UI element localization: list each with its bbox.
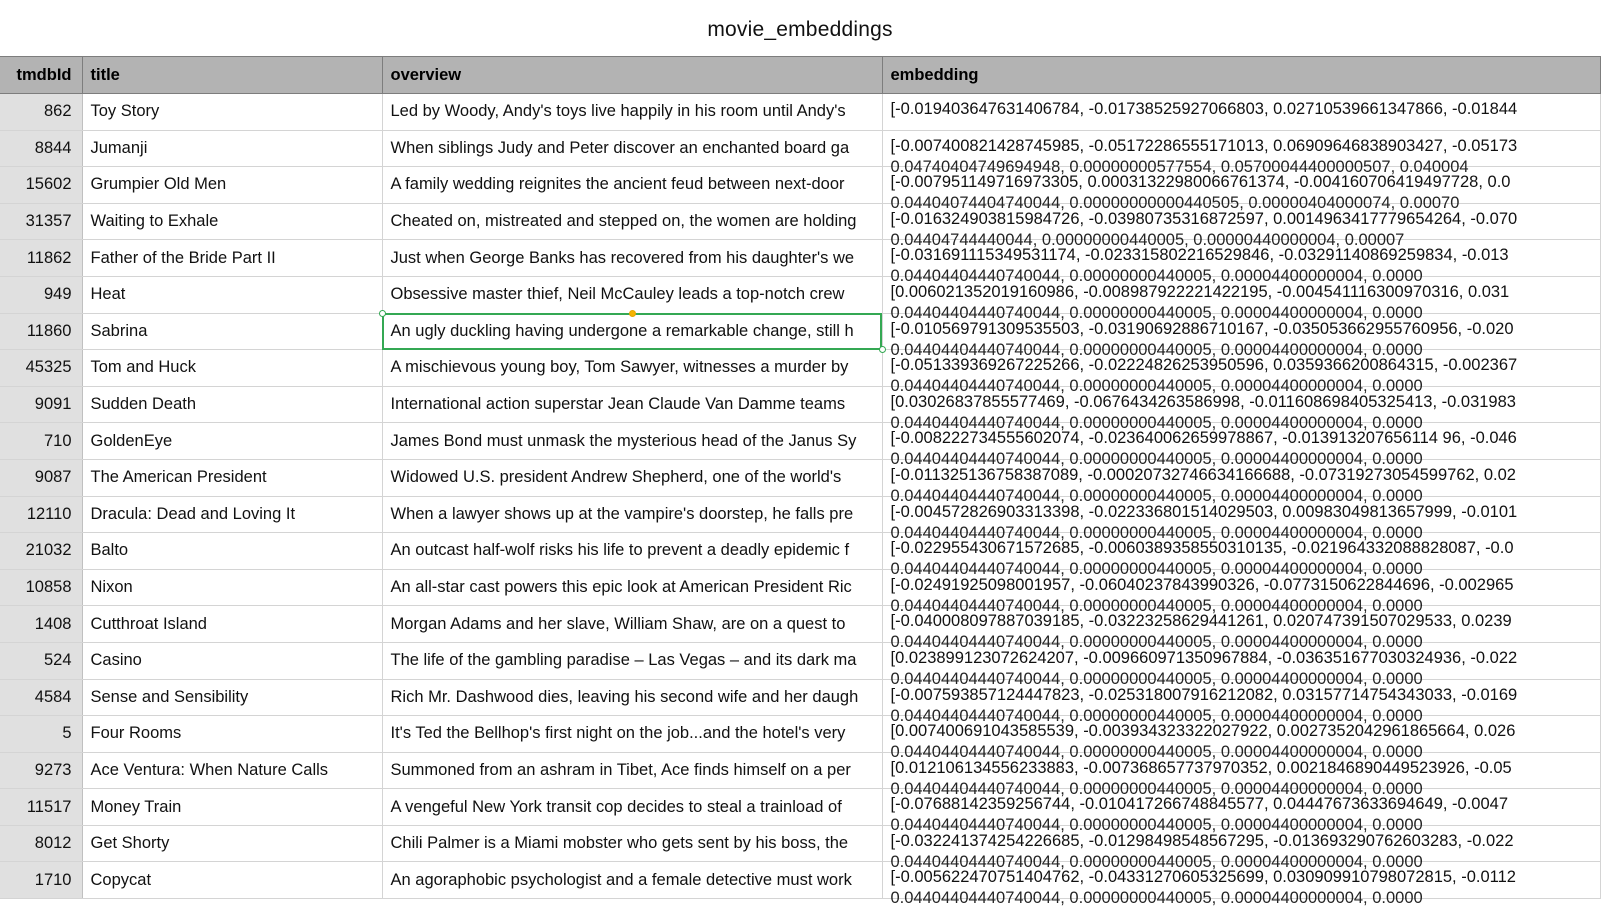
cell-title[interactable]: Sense and Sensibility: [82, 679, 382, 716]
cell-overview[interactable]: An agoraphobic psychologist and a female detective must work: [382, 862, 882, 899]
embedding-text-wrap: [891, 94, 1592, 130]
embedding-line-overflow: 0.04404404440740044, 0.00000000440005, 0.00004400000004, 0.0000: [890, 669, 1423, 688]
table-row[interactable]: [0, 496, 1600, 533]
column-header-title[interactable]: title: [82, 57, 382, 94]
column-header-embedding[interactable]: embedding: [882, 57, 1600, 94]
embedding-text-wrap: [890, 240, 1592, 286]
embedding-line-primary: [-0.010569791309535503, -0.03190692886710167, -0.035053662955760956, -0.020: [890, 319, 1514, 338]
embedding-text-wrap: [890, 423, 1592, 469]
cell-overview[interactable]: An ugly duckling having undergone a remarkable change, still h: [382, 313, 882, 350]
cell-embedding[interactable]: [882, 167, 1600, 213]
cell-embedding[interactable]: [882, 496, 1600, 542]
embedding-line-overflow: 0.04404404440740044, 0.00000000440005, 0.00004400000004, 0.0000: [890, 450, 1423, 469]
table-header: [0, 57, 1600, 94]
embedding-text-wrap: [890, 570, 1592, 615]
cell-title[interactable]: Cutthroat Island: [82, 606, 382, 643]
embedding-line-overflow: 0.04404404440740044, 0.00000000440005, 0.00004400000004, 0.0000: [890, 267, 1423, 286]
cell-embedding[interactable]: [882, 423, 1600, 469]
embedding-line-primary: [-0.022955430671572685, -0.0060389358550310135, -0.021964332088828087, -0.0: [890, 539, 1514, 558]
cell-embedding[interactable]: [882, 716, 1600, 762]
selection-handle-top-left[interactable]: [379, 310, 386, 317]
table-row[interactable]: [0, 313, 1600, 350]
embedding-text-wrap: [890, 826, 1592, 871]
table-row[interactable]: [0, 752, 1600, 789]
cell-tmdbid[interactable]: 11860: [0, 313, 82, 350]
cell-overview[interactable]: Rich Mr. Dashwood dies, leaving his second wife and her daugh: [382, 679, 882, 716]
cell-tmdbid[interactable]: 9087: [0, 459, 82, 496]
cell-overview[interactable]: Led by Woody, Andy's toys live happily in his room until Andy's: [382, 94, 882, 131]
cell-overview[interactable]: A mischievous young boy, Tom Sawyer, witnesses a murder by: [382, 350, 882, 387]
table-row[interactable]: [0, 240, 1600, 277]
cell-tmdbid[interactable]: 10858: [0, 569, 82, 606]
cell-tmdbid[interactable]: 862: [0, 94, 82, 131]
cell-overview[interactable]: Widowed U.S. president Andrew Shepherd, one of the world's: [382, 459, 882, 496]
cell-overview[interactable]: It's Ted the Bellhop's first night on the job...and the hotel's very: [382, 716, 882, 753]
table-row[interactable]: [0, 423, 1600, 460]
cell-title[interactable]: Waiting to Exhale: [82, 203, 382, 240]
table-row[interactable]: [0, 276, 1600, 313]
embedding-line-primary: [-0.007400821428745985, -0.05172286555171013, 0.06909646838903427, -0.05173: [890, 136, 1518, 155]
embedding-line-overflow: 0.04404404440740044, 0.00000000440005, 0.00004400000004, 0.0000: [890, 633, 1423, 652]
embedding-line-overflow: 0.04404404440740044, 0.00000000440005, 0.00004400000004, 0.0000: [890, 889, 1423, 907]
cell-embedding[interactable]: [882, 679, 1600, 725]
cell-overview[interactable]: A family wedding reignites the ancient feud between next-door: [382, 167, 882, 204]
embedding-line-primary: [-0.031691115349531174, -0.023315802216529846, -0.03291140869259834, -0.013: [890, 246, 1509, 265]
cell-overview[interactable]: James Bond must unmask the mysterious head of the Janus Sy: [382, 423, 882, 460]
cell-overview[interactable]: When siblings Judy and Peter discover an enchanted board ga: [382, 130, 882, 167]
column-header-tmdbid[interactable]: tmdbId: [0, 57, 82, 94]
cell-overview[interactable]: Cheated on, mistreated and stepped on, the women are holding: [382, 203, 882, 240]
embedding-line-overflow: 0.04404404440740044, 0.00000000440005, 0.00004400000004, 0.0000: [890, 340, 1423, 359]
cell-overview[interactable]: An all-star cast powers this epic look at American President Ric: [382, 569, 882, 606]
embedding-line-overflow: 0.04404404440740044, 0.00000000440005, 0.00004400000004, 0.0000: [890, 596, 1423, 615]
cell-tmdbid[interactable]: 4584: [0, 679, 82, 716]
cell-embedding[interactable]: [882, 350, 1600, 396]
embedding-text-wrap: [890, 497, 1592, 542]
table-row[interactable]: [0, 533, 1600, 570]
cell-tmdbid[interactable]: 21032: [0, 533, 82, 570]
cell-tmdbid[interactable]: 11517: [0, 789, 82, 826]
embedding-line-primary: [-0.032241374254226685, -0.01298498548567295, -0.013693290762603283, -0.022: [890, 831, 1514, 850]
cell-tmdbid[interactable]: 949: [0, 276, 82, 313]
embedding-text-wrap: [890, 789, 1592, 835]
cell-overview[interactable]: International action superstar Jean Claude Van Damme teams: [382, 386, 882, 423]
cell-title[interactable]: Copycat: [82, 862, 382, 899]
embedding-line-overflow: 0.04404404440740044, 0.00000000440005, 0.00004400000004, 0.0000: [890, 486, 1423, 505]
embedding-line-primary: [-0.02491925098001957, -0.06040237843990326, -0.0773150622844696, -0.002965: [890, 575, 1514, 594]
embedding-text-wrap: [890, 277, 1592, 322]
cell-overview[interactable]: A vengeful New York transit cop decides to steal a trainload of: [382, 789, 882, 826]
table-row[interactable]: [0, 350, 1600, 387]
embedding-text-wrap: [890, 387, 1592, 432]
cell-overview[interactable]: The life of the gambling paradise – Las Vegas – and its dark ma: [382, 642, 882, 679]
cell-title[interactable]: The American President: [82, 459, 382, 496]
cell-tmdbid[interactable]: 9273: [0, 752, 82, 789]
selection-handle-bottom-right[interactable]: [879, 346, 886, 353]
table-row[interactable]: [0, 203, 1600, 240]
table-row[interactable]: [0, 862, 1600, 899]
embedding-line-primary: [-0.007593857124447823, -0.025318007916212082, 0.03157714754343033, -0.0169: [890, 685, 1518, 704]
embedding-line-primary: [-0.005622470751404762, -0.04331270605325699, 0.030909910798072815, -0.0112: [890, 868, 1516, 887]
cell-title[interactable]: Father of the Bride Part II: [82, 240, 382, 277]
embedding-line-overflow: 0.04404404440740044, 0.00000000440005, 0.00004400000004, 0.0000: [890, 303, 1423, 322]
cell-tmdbid[interactable]: 524: [0, 642, 82, 679]
cell-embedding[interactable]: [882, 276, 1600, 322]
cell-overview[interactable]: Chili Palmer is a Miami mobster who gets sent by his boss, the: [382, 825, 882, 862]
cell-tmdbid[interactable]: 11862: [0, 240, 82, 277]
cell-embedding[interactable]: [882, 642, 1600, 688]
embedding-line-overflow: 0.04404404440740044, 0.00000000440005, 0.00004400000004, 0.0000: [890, 779, 1423, 798]
table-body: [0, 94, 1600, 907]
embedding-line-overflow: 0.04404074404740044, 0.00000000000440505, 0.00000404000074, 0.00070: [890, 194, 1460, 213]
cell-embedding[interactable]: [882, 752, 1600, 798]
embedding-text-wrap: [890, 606, 1592, 652]
cell-embedding[interactable]: [882, 606, 1600, 652]
cell-embedding[interactable]: [882, 386, 1600, 432]
cell-title[interactable]: Toy Story: [82, 94, 382, 131]
embedding-text-wrap: [890, 643, 1592, 688]
cell-title[interactable]: Balto: [82, 533, 382, 570]
cell-embedding[interactable]: [882, 862, 1600, 907]
cell-embedding[interactable]: [882, 459, 1600, 505]
table-row[interactable]: [0, 569, 1600, 606]
embedding-line-primary: [0.023899123072624207, -0.009660971350967884, -0.036351677030324936, -0.022: [890, 648, 1518, 667]
embedding-text-wrap: [890, 716, 1592, 762]
embedding-line-primary: [-0.019403647631406784, -0.01738525927066803, 0.02710539661347866, -0.01844: [890, 100, 1518, 118]
table-row[interactable]: [0, 130, 1600, 167]
cell-embedding[interactable]: [882, 94, 1600, 131]
cell-title[interactable]: Nixon: [82, 569, 382, 606]
cell-title[interactable]: Ace Ventura: When Nature Calls: [82, 752, 382, 789]
cell-overview[interactable]: Obsessive master thief, Neil McCauley leads a top-notch crew: [382, 276, 882, 313]
embedding-line-overflow: 0.04404404440740044, 0.00000000440005, 0.00004400000004, 0.0000: [890, 377, 1423, 396]
embedding-line-primary: [-0.016324903815984726, -0.03980735316872597, 0.0014963417779654264, -0.070: [890, 209, 1518, 228]
embedding-line-primary: [0.006021352019160986, -0.008987922221422195, -0.004541116300970316, 0.031: [890, 282, 1510, 301]
embedding-line-primary: [-0.051339369267225266, -0.02224826253950596, 0.0359366200864315, -0.002367: [890, 356, 1518, 375]
table-row[interactable]: [0, 716, 1600, 753]
table-row[interactable]: [0, 789, 1600, 826]
cell-title[interactable]: GoldenEye: [82, 423, 382, 460]
cell-title[interactable]: Heat: [82, 276, 382, 313]
embedding-text-wrap: [890, 680, 1592, 725]
cell-tmdbid[interactable]: 15602: [0, 167, 82, 204]
cell-embedding[interactable]: [882, 789, 1600, 835]
embedding-line-primary: [0.03026837855577469, -0.0676434263586998, -0.011608698405325413, -0.031983: [890, 392, 1516, 411]
embedding-text-wrap: [890, 167, 1592, 213]
cell-title[interactable]: Tom and Huck: [82, 350, 382, 387]
table-row[interactable]: [0, 94, 1600, 131]
cell-title[interactable]: Dracula: Dead and Loving It: [82, 496, 382, 533]
cell-embedding[interactable]: [882, 825, 1600, 871]
table-row[interactable]: [0, 679, 1600, 716]
header-row: [0, 57, 1600, 94]
embedding-line-primary: [-0.007951149716973305, 0.00031322980066761374, -0.004160706419497728, 0.0: [890, 173, 1511, 192]
embedding-line-overflow: 0.04404404440740044, 0.00000000440005, 0.00004400000004, 0.0000: [890, 413, 1423, 432]
embedding-text-wrap: [890, 753, 1592, 798]
cell-tmdbid[interactable]: 9091: [0, 386, 82, 423]
cell-embedding[interactable]: [882, 240, 1600, 286]
embedding-line-overflow: 0.04404404440740044, 0.00000000440005, 0.00004400000004, 0.0000: [890, 816, 1423, 835]
cell-tmdbid[interactable]: 1408: [0, 606, 82, 643]
cell-overview[interactable]: Summoned from an ashram in Tibet, Ace finds himself on a per: [382, 752, 882, 789]
table-row[interactable]: [0, 459, 1600, 496]
embedding-text-wrap: [890, 862, 1592, 907]
selection-handle-top-center[interactable]: [629, 310, 636, 317]
embedding-line-overflow: 0.04404404440740044, 0.00000000440005, 0.00004400000004, 0.0000: [890, 706, 1423, 725]
embedding-text-wrap: [890, 350, 1592, 396]
cell-title[interactable]: Sabrina: [82, 313, 382, 350]
cell-tmdbid[interactable]: 12110: [0, 496, 82, 533]
embedding-line-primary: [0.012106134556233883, -0.007368657737970352, 0.0021846890449523926, -0.05: [890, 758, 1512, 777]
cell-tmdbid[interactable]: 5: [0, 716, 82, 753]
embedding-line-primary: [0.007400691043585539, -0.003934323322027922, 0.0027352042961865664, 0.026: [890, 722, 1516, 741]
cell-tmdbid[interactable]: 31357: [0, 203, 82, 240]
embedding-text-wrap: [890, 533, 1592, 579]
cell-title[interactable]: Sudden Death: [82, 386, 382, 423]
cell-tmdbid[interactable]: 8844: [0, 130, 82, 167]
cell-embedding[interactable]: [882, 130, 1600, 176]
page-title: movie_embeddings: [707, 18, 893, 41]
embedding-line-overflow: 0.04740404749694948, 0.00000000577554, 0.05700044400000507, 0.040004: [890, 157, 1469, 176]
cell-embedding[interactable]: [882, 533, 1600, 579]
embedding-line-overflow: 0.04404404440740044, 0.00000000440005, 0.00004400000004, 0.0000: [890, 743, 1423, 762]
column-header-overview[interactable]: overview: [382, 57, 882, 94]
embedding-line-primary: [-0.07688142359256744, -0.010417266748845577, 0.04447673633694649, -0.0047: [890, 795, 1509, 814]
cell-title[interactable]: Grumpier Old Men: [82, 167, 382, 204]
cell-tmdbid[interactable]: 1710: [0, 862, 82, 899]
cell-title[interactable]: Money Train: [82, 789, 382, 826]
table-row[interactable]: [0, 167, 1600, 204]
embedding-text-wrap: [890, 204, 1592, 249]
embedding-line-primary: [-0.004572826903313398, -0.022336801514029503, 0.00983049813657999, -0.0101: [890, 502, 1518, 521]
embedding-line-primary: [-0.011325136758387089, -0.00020732746634166688, -0.07319273054599762, 0.02: [890, 465, 1516, 484]
cell-embedding[interactable]: [882, 569, 1600, 615]
table-row[interactable]: [0, 825, 1600, 862]
cell-title[interactable]: Jumanji: [82, 130, 382, 167]
cell-overview[interactable]: Just when George Banks has recovered from his daughter's we: [382, 240, 882, 277]
embedding-line-overflow: 0.04404404440740044, 0.00000000440005, 0.00004400000004, 0.0000: [890, 852, 1423, 871]
embedding-text-wrap: [890, 131, 1592, 176]
cell-tmdbid[interactable]: 710: [0, 423, 82, 460]
cell-tmdbid[interactable]: 45325: [0, 350, 82, 387]
embedding-text-wrap: [890, 314, 1592, 359]
embedding-line-overflow: 0.04404404440740044, 0.00000000440005, 0.00004400000004, 0.0000: [890, 523, 1423, 542]
embedding-line-overflow: 0.04404744440044, 0.00000000440005, 0.00000440000004, 0.00007: [890, 230, 1405, 249]
table-row[interactable]: [0, 606, 1600, 643]
cell-title[interactable]: Four Rooms: [82, 716, 382, 753]
table-row[interactable]: [0, 386, 1600, 423]
cell-title[interactable]: Casino: [82, 642, 382, 679]
data-table: [0, 56, 1601, 907]
cell-overview[interactable]: When a lawyer shows up at the vampire's doorstep, he falls pre: [382, 496, 882, 533]
embedding-line-overflow: 0.04404404440740044, 0.00000000440005, 0.00004400000004, 0.0000: [890, 560, 1423, 579]
cell-overview[interactable]: An outcast half-wolf risks his life to prevent a deadly epidemic f: [382, 533, 882, 570]
table-row[interactable]: [0, 642, 1600, 679]
embedding-line-primary: [-0.040008097887039185, -0.03223258629441261, 0.020747391507029533, 0.0239: [890, 612, 1512, 631]
cell-embedding[interactable]: [882, 203, 1600, 249]
cell-embedding[interactable]: [882, 313, 1600, 359]
cell-title[interactable]: Get Shorty: [82, 825, 382, 862]
cell-overview[interactable]: Morgan Adams and her slave, William Shaw, are on a quest to: [382, 606, 882, 643]
embedding-text-wrap: [890, 460, 1592, 505]
cell-tmdbid[interactable]: 8012: [0, 825, 82, 862]
embedding-line-primary: [-0.008222734555602074, -0.023640062659978867, -0.013913207656114 96, -0.046: [890, 429, 1517, 448]
